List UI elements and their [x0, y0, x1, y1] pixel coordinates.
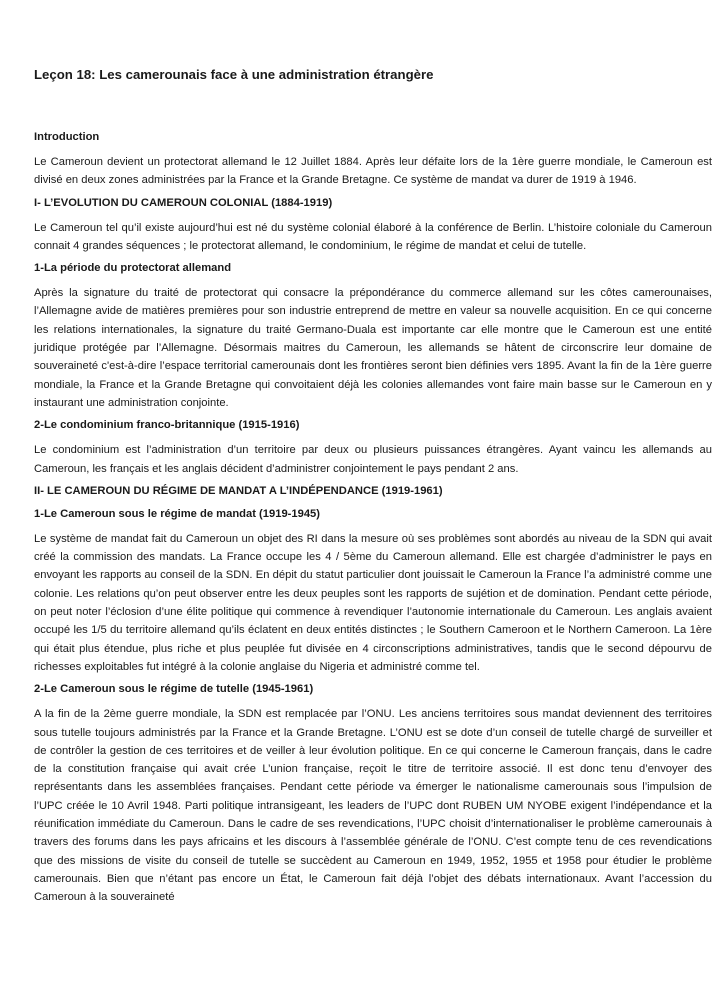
subsection-heading-1-1: 1-La période du protectorat allemand — [34, 262, 232, 275]
section-1-paragraph: Le Cameroun tel qu’il existe aujourd’hui est né du système colonial élaboré à la conférence de Berlin. L’histoire coloniale du Cameroun connait 4 grandes séquences ; le protectorat allemand, le condominium, le régime de mandat et celui de tutelle. — [34, 221, 712, 252]
subsection-heading-2-2: 2-Le Cameroun sous le régime de tutelle (1945-1961) — [34, 683, 314, 696]
subsection-heading-1-2: 2-Le condominium franco-britannique (1915-1916) — [34, 419, 300, 432]
page-title: Leçon 18: Les camerounais face à une administration étrangère — [34, 67, 434, 82]
introduction-paragraph: Le Cameroun devient un protectorat allemand le 12 Juillet 1884. Après leur défaite lors de la 1ère guerre mondiale, le Cameroun est divisé en deux zones administrées par la France et la Grande Bretagne. Ce système de mandat va durer de 1919 à 1946. — [34, 156, 712, 187]
subsection-1-2-paragraph: Le condominium est l’administration d’un territoire par deux ou plusieurs puissances étrangères. Ayant vaincu les allemands au Cameroun, les français et les anglais décident d’administrer conjointement le pays pendant 2 ans. — [34, 444, 712, 475]
introduction-heading: Introduction — [34, 131, 100, 143]
section-heading-1: I- L’EVOLUTION DU CAMEROUN COLONIAL (1884-1919) — [34, 196, 333, 209]
subsection-2-2-paragraph: A la fin de la 2ème guerre mondiale, la SDN est remplacée par l’ONU. Les anciens territoires sous mandat deviennent des territoires sous tutelle toujours administrés par la France et la Grande Bretagne. L’ONU est se dote d’un conseil de tutelle chargé de surveiller et de contrôler la gestion de ces territoires et de veiller à leur évolution politique. En ce qui concerne le Cameroun français, dans le cadre de la constitution française qui avait crée L’union française, reçoit le titre de territoire associé. Il est donc tenu d’envoyer des représentants dans les assemblées françaises. Pendant cette période va émerger le nationalisme camerounais sous l’impulsion de l’UPC créée le 10 Avril 1948. Parti politique intransigeant, les leaders de l’UPC dont RUBEN UM NYOBE exigent l’indépendance et la réunification immédiate du Cameroun. Dans le cadre de ses revendications, l’UPC choisit d’internationaliser le problème camerounais à travers des forums dans les pays africains et les discours à l’assemblée générale de l’ONU. C’est compte tenu de ces revendications que des missions de visite du conseil de tutelle se succèdent au Cameroun en 1949, 1952, 1955 et 1958 pour étudier le problème camerounais. Bien que n’étant pas encore un État, le Cameroun fait déjà l’objet des débats internationaux. Avant l’accession du Cameroun à la souveraineté — [34, 708, 712, 904]
subsection-1-1-paragraph: Après la signature du traité de protectorat qui consacre la prépondérance du commerce allemand sur les côtes camerounaises, l’Allemagne avide de matières premières pour son industrie entreprend de mettre en valeur sa nouvelle acquisition. En ce qui concerne les relations internationales, la signature du traité Germano-Duala est importante car elle montre que le Cameroun est une entité juridique protégée par l’Allemagne. Désormais maitres du Cameroun, les allemands se hâtent de circonscrire leur domaine de souveraineté c'est-à-dire l’espace territorial camerounais dont les frontières seront bien définies vers 1895. Avant la fin de la 1ère guerre mondiale, la France et la Grande Bretagne qui convoitaient déjà les colonies allemandes vont faire main basse sur le Cameroun en y instaurant une administration conjointe. — [34, 287, 712, 409]
section-heading-2: II- LE CAMEROUN DU RÉGIME DE MANDAT A L’INDÉPENDANCE (1919-1961) — [34, 484, 443, 497]
subsection-heading-2-1: 1-Le Cameroun sous le régime de mandat (1919-1945) — [34, 507, 321, 520]
subsection-2-1-paragraph: Le système de mandat fait du Cameroun un objet des RI dans la mesure où ses problèmes sont abordés au niveau de la SDN qui avait créé la commission des mandats. La France occupe les 4 / 5ème du Cameroun allemand. Elle est chargée d’administrer le pays en envoyant les rapports au conseil de la SDN. En dépit du statut particulier dont jouissait le Cameroun la France l’a administré comme une colonie. Les relations qu’on peut observer entre les deux peuples sont les rapports de sujétion et de domination. Pendant cette période, on peut noter l’éclosion d’une élite politique qui commence à revendiquer l’autonomie internationale du Cameroun. Les anglais avaient occupé les 1/5 du territoire allemand qu’ils éclatent en deux entités distinctes ; le Southern Cameroon et le Northern Cameroon. La 1ère qui était plus étendue, plus riche et plus peuplée fut divisée en 4 circonscriptions administratives, tandis que le second dépourvu de richesses exploitables fut intégré à la colonie anglaise du Nigeria et administré comme tel. — [34, 532, 712, 673]
